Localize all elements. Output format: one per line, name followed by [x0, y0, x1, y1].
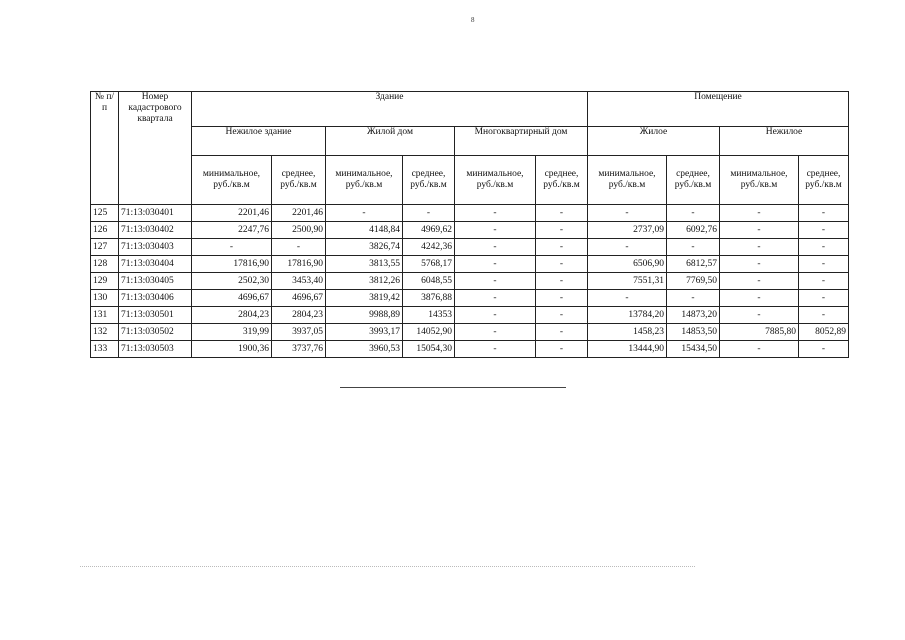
value-cell: -: [403, 205, 455, 222]
value-cell: -: [192, 239, 272, 256]
cadastral-number: 71:13:030502: [119, 324, 192, 341]
value-cell: 3453,40: [272, 273, 326, 290]
row-number: 130: [91, 290, 119, 307]
table-row: [91, 205, 849, 222]
value-cell: -: [272, 239, 326, 256]
value-cell: 3819,42: [326, 290, 403, 307]
value-cell: 2737,09: [588, 222, 667, 239]
value-cell: -: [667, 239, 720, 256]
value-cell: -: [799, 341, 849, 358]
value-cell: -: [588, 205, 667, 222]
value-cell: 3993,17: [326, 324, 403, 341]
value-cell: 7769,50: [667, 273, 720, 290]
row-number: 128: [91, 256, 119, 273]
header-cadastral: Номер кадастрового квартала: [119, 92, 192, 205]
row-number: 133: [91, 341, 119, 358]
value-cell: -: [455, 307, 536, 324]
cadastral-number: 71:13:030404: [119, 256, 192, 273]
value-cell: 15054,30: [403, 341, 455, 358]
row-number: 126: [91, 222, 119, 239]
value-cell: 13784,20: [588, 307, 667, 324]
value-cell: 319,99: [192, 324, 272, 341]
cadastral-number: 71:13:030403: [119, 239, 192, 256]
table-row: [91, 222, 849, 239]
value-cell: 15434,50: [667, 341, 720, 358]
value-cell: 3737,76: [272, 341, 326, 358]
value-cell: 14353: [403, 307, 455, 324]
value-cell: 2804,23: [192, 307, 272, 324]
value-cell: -: [455, 222, 536, 239]
value-cell: 8052,89: [799, 324, 849, 341]
table-body: [91, 205, 849, 358]
header-nonresidential-premises: Нежилое: [720, 127, 849, 156]
cadastral-number: 71:13:030503: [119, 341, 192, 358]
value-cell: 3813,55: [326, 256, 403, 273]
value-cell: -: [799, 205, 849, 222]
value-cell: -: [799, 222, 849, 239]
value-cell: 14052,90: [403, 324, 455, 341]
cadastral-number: 71:13:030405: [119, 273, 192, 290]
value-cell: 3960,53: [326, 341, 403, 358]
table-row: [91, 273, 849, 290]
header-min: минимальное, руб./кв.м: [720, 156, 799, 205]
table-row: [91, 239, 849, 256]
table-row: [91, 256, 849, 273]
header-premises: Помещение: [588, 92, 849, 127]
value-cell: 1458,23: [588, 324, 667, 341]
value-cell: -: [720, 290, 799, 307]
value-cell: 3826,74: [326, 239, 403, 256]
value-cell: -: [720, 256, 799, 273]
header-nonresidential-building: Нежилое здание: [192, 127, 326, 156]
value-cell: -: [455, 239, 536, 256]
value-cell: 2247,76: [192, 222, 272, 239]
value-cell: 6092,76: [667, 222, 720, 239]
value-cell: -: [536, 324, 588, 341]
row-number: 127: [91, 239, 119, 256]
value-cell: -: [536, 341, 588, 358]
value-cell: 1900,36: [192, 341, 272, 358]
value-cell: 3812,26: [326, 273, 403, 290]
row-number: 129: [91, 273, 119, 290]
value-cell: -: [455, 205, 536, 222]
value-cell: 2500,90: [272, 222, 326, 239]
table-row: [91, 324, 849, 341]
value-cell: -: [455, 273, 536, 290]
value-cell: -: [455, 290, 536, 307]
value-cell: 5768,17: [403, 256, 455, 273]
value-cell: 14853,50: [667, 324, 720, 341]
cadastral-number: 71:13:030401: [119, 205, 192, 222]
value-cell: -: [455, 341, 536, 358]
value-cell: 7885,80: [720, 324, 799, 341]
value-cell: 4696,67: [272, 290, 326, 307]
value-cell: -: [667, 290, 720, 307]
footer-rule: [80, 566, 695, 567]
row-number: 131: [91, 307, 119, 324]
value-cell: 6048,55: [403, 273, 455, 290]
value-cell: 14873,20: [667, 307, 720, 324]
value-cell: 2201,46: [192, 205, 272, 222]
cadastral-number: 71:13:030402: [119, 222, 192, 239]
value-cell: -: [588, 290, 667, 307]
header-avg: среднее, руб./кв.м: [799, 156, 849, 205]
value-cell: 17816,90: [272, 256, 326, 273]
value-cell: -: [720, 222, 799, 239]
header-min: минимальное, руб./кв.м: [455, 156, 536, 205]
value-cell: 6506,90: [588, 256, 667, 273]
value-cell: -: [799, 290, 849, 307]
value-cell: -: [799, 256, 849, 273]
header-residential-premises: Жилое: [588, 127, 720, 156]
value-cell: -: [799, 307, 849, 324]
cadastral-number: 71:13:030406: [119, 290, 192, 307]
value-cell: -: [536, 256, 588, 273]
header-min: минимальное, руб./кв.м: [192, 156, 272, 205]
value-cell: 4242,36: [403, 239, 455, 256]
header-min: минимальное, руб./кв.м: [326, 156, 403, 205]
value-cell: -: [720, 307, 799, 324]
value-cell: 4148,84: [326, 222, 403, 239]
value-cell: -: [720, 273, 799, 290]
value-cell: -: [536, 205, 588, 222]
header-building: Здание: [192, 92, 588, 127]
value-cell: 4969,62: [403, 222, 455, 239]
signature-line: [340, 387, 566, 388]
row-number: 132: [91, 324, 119, 341]
value-cell: 2502,30: [192, 273, 272, 290]
table-row: [91, 307, 849, 324]
value-cell: 4696,67: [192, 290, 272, 307]
value-cell: -: [536, 290, 588, 307]
value-cell: 17816,90: [192, 256, 272, 273]
value-cell: 6812,57: [667, 256, 720, 273]
table-row: [91, 341, 849, 358]
value-cell: -: [720, 205, 799, 222]
header-avg: среднее, руб./кв.м: [272, 156, 326, 205]
header-avg: среднее, руб./кв.м: [403, 156, 455, 205]
value-cell: -: [536, 307, 588, 324]
value-cell: 2201,46: [272, 205, 326, 222]
value-cell: 3937,05: [272, 324, 326, 341]
value-cell: -: [799, 273, 849, 290]
header-apartment-building: Многоквартирный дом: [455, 127, 588, 156]
value-cell: -: [536, 222, 588, 239]
header-residential-house: Жилой дом: [326, 127, 455, 156]
value-cell: 13444,90: [588, 341, 667, 358]
value-cell: -: [799, 239, 849, 256]
value-cell: -: [720, 341, 799, 358]
table-row: [91, 290, 849, 307]
value-cell: -: [720, 239, 799, 256]
value-cell: 3876,88: [403, 290, 455, 307]
header-min: минимальное, руб./кв.м: [588, 156, 667, 205]
cadastral-number: 71:13:030501: [119, 307, 192, 324]
value-cell: 2804,23: [272, 307, 326, 324]
value-cell: 9988,89: [326, 307, 403, 324]
header-avg: среднее, руб./кв.м: [536, 156, 588, 205]
value-cell: 7551,31: [588, 273, 667, 290]
value-cell: -: [326, 205, 403, 222]
header-num: № п/п: [91, 92, 119, 205]
value-cell: -: [588, 239, 667, 256]
cadastral-value-table: [90, 91, 849, 358]
value-cell: -: [536, 273, 588, 290]
header-avg: среднее, руб./кв.м: [667, 156, 720, 205]
page-number: 8: [471, 16, 475, 24]
row-number: 125: [91, 205, 119, 222]
value-cell: -: [667, 205, 720, 222]
value-cell: -: [455, 324, 536, 341]
value-cell: -: [455, 256, 536, 273]
value-cell: -: [536, 239, 588, 256]
